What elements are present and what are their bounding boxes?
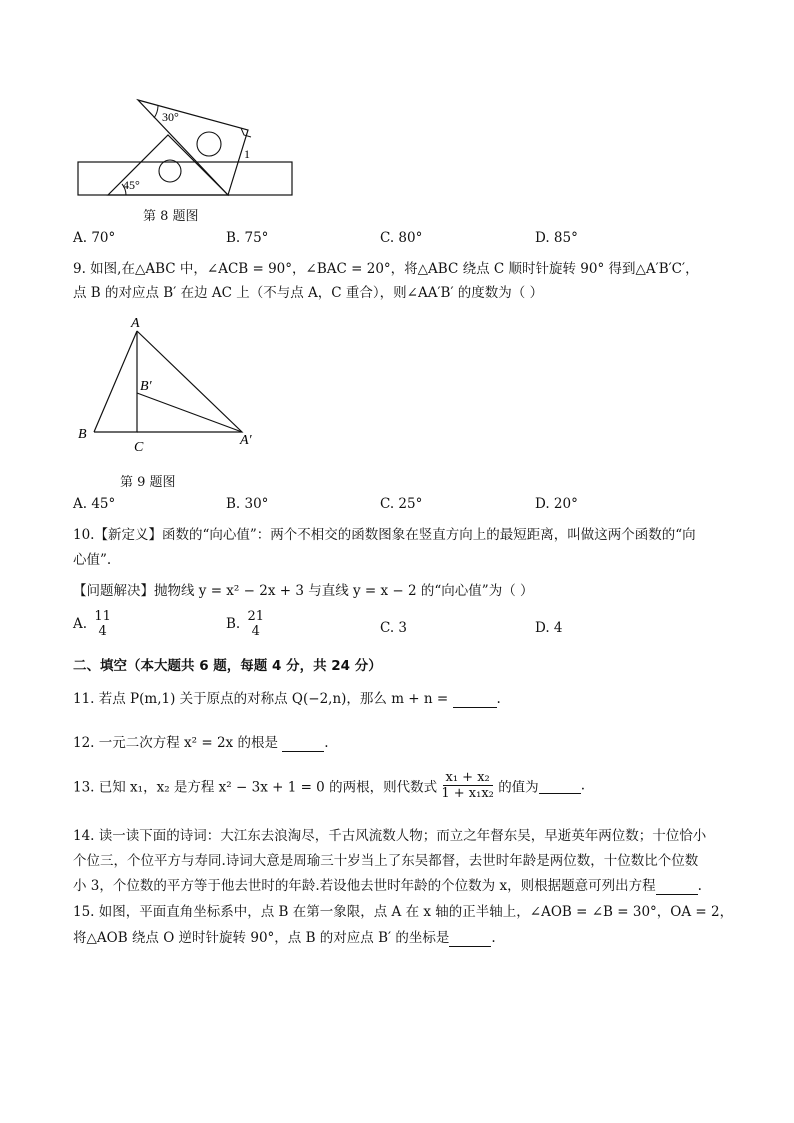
fig9-label-bp: B′ bbox=[140, 379, 152, 394]
q8-option-a: A. 70° bbox=[73, 230, 116, 246]
fig8-label-45: 45° bbox=[123, 178, 140, 192]
q15-answer-blank[interactable] bbox=[449, 930, 491, 947]
q14-line-3 bbox=[73, 874, 702, 895]
q13-text-after: 的值为 bbox=[498, 779, 539, 796]
fig9-segment-bp-ap bbox=[137, 393, 242, 432]
q10-line-1: 10.【新定义】函数的“向心值”：两个不相交的函数图象在竖直方向上的最短距离，叫做这两个函数的“向 bbox=[73, 527, 696, 543]
q14-period: . bbox=[697, 878, 702, 894]
fig8-label-1: 1 bbox=[244, 147, 250, 161]
q14-answer-blank[interactable] bbox=[656, 878, 698, 895]
fig9-label-b: B bbox=[78, 427, 87, 442]
q11-text: 11. 若点 P(m,1) 关于原点的对称点 Q(−2,n)，那么 m + n = bbox=[73, 691, 449, 707]
q13-denominator: 1 + x₁x₂ bbox=[441, 786, 494, 801]
section-2-heading: 二、填空（本大题共 6 题，每题 4 分，共 24 分） bbox=[73, 658, 382, 674]
fig9-label-ap: A′ bbox=[240, 433, 252, 448]
q13-fraction bbox=[441, 770, 494, 801]
q10-option-b-fraction bbox=[245, 609, 268, 639]
q11 bbox=[73, 687, 501, 708]
q9-option-d: D. 20° bbox=[535, 496, 578, 512]
q10-option-d: D. 4 bbox=[535, 620, 563, 636]
q15-line-2-text: 将△AOB 绕点 O 逆时针旋转 90°，点 B 的对应点 B′ 的坐标是 bbox=[73, 930, 450, 946]
q10-option-b-label: B. bbox=[226, 616, 241, 632]
q9-line-2: 点 B 的对应点 B′ 在边 AC 上（不与点 A，C 重合），则∠AA′B′ 的度数为（ ） bbox=[73, 285, 544, 301]
q8-option-d: D. 85° bbox=[535, 230, 578, 246]
fig8-circle-1 bbox=[197, 132, 221, 156]
q14-line-3-text: 小 3，个位数的平方等于他去世时的年龄.若设他去世时年龄的个位数为 x，则根据题意可列出方程 bbox=[73, 878, 656, 894]
figure-9 bbox=[70, 312, 270, 457]
fig9-triangle-abc bbox=[94, 331, 137, 432]
q12-answer-blank[interactable] bbox=[282, 735, 324, 752]
q10-line-2: 心值”. bbox=[73, 552, 112, 568]
q10-option-b-numerator: 21 bbox=[247, 609, 265, 624]
q9-line-1: 9. 如图,在△ABC 中，∠ACB = 90°，∠BAC = 20°，将△ABC 绕点 C 顺时针旋转 90° 得到△A′B′C′， bbox=[73, 261, 699, 277]
fig8-label-30: 30° bbox=[162, 110, 179, 124]
q8-option-c: C. 80° bbox=[380, 230, 423, 246]
q10-option-c: C. 3 bbox=[380, 620, 408, 636]
q12 bbox=[73, 731, 329, 752]
q9-option-b: B. 30° bbox=[226, 496, 269, 512]
q10-line-3: 【问题解决】抛物线 y = x² − 2x + 3 与直线 y = x − 2 的“向心值”为（ ） bbox=[73, 583, 534, 599]
fig9-label-a: A bbox=[131, 316, 140, 331]
q14-line-1: 14. 读一读下面的诗词：大江东去浪淘尽，千古风流数人物；而立之年督东吴，早逝英年两位数；十位恰小 bbox=[73, 828, 707, 844]
q15-line-1: 15. 如图，平面直角坐标系中，点 B 在第一象限，点 A 在 x 轴的正半轴上，∠AOB = ∠B = 30°，OA = 2， bbox=[73, 904, 734, 920]
q9-option-c: C. 25° bbox=[380, 496, 423, 512]
fig9-label-c: C bbox=[134, 440, 144, 455]
q10-option-b bbox=[226, 609, 267, 639]
q15-period: . bbox=[491, 930, 496, 946]
fig8-circle-2 bbox=[159, 160, 181, 182]
q14-line-2: 个位三，个位平方与寿同.诗词大意是周瑜三十岁当上了东吴都督，去世时年龄是两位数，十位数比个位数 bbox=[73, 853, 699, 869]
q13-answer-blank[interactable] bbox=[539, 777, 581, 794]
fig9-triangle-ap bbox=[137, 331, 242, 432]
q11-answer-blank[interactable] bbox=[453, 691, 497, 708]
q10-option-a bbox=[73, 609, 114, 639]
q11-period: . bbox=[496, 691, 501, 707]
q9-option-a: A. 45° bbox=[73, 496, 116, 512]
q10-option-a-fraction bbox=[91, 609, 114, 639]
q8-option-b: B. 75° bbox=[226, 230, 269, 246]
fig9-caption: 第 9 题图 bbox=[120, 475, 176, 490]
q12-period: . bbox=[324, 735, 329, 751]
q10-option-a-numerator: 11 bbox=[94, 609, 111, 624]
q13-text: 13. 已知 x₁，x₂ 是方程 x² − 3x + 1 = 0 的两根，则代数式 bbox=[73, 779, 438, 796]
q10-option-a-label: A. bbox=[73, 616, 88, 632]
q12-text: 12. 一元二次方程 x² = 2x 的根是 bbox=[73, 735, 278, 751]
q13 bbox=[73, 770, 585, 801]
figure-8 bbox=[70, 92, 310, 207]
fig8-angle-arc-30 bbox=[154, 106, 158, 118]
q10-option-a-denominator: 4 bbox=[98, 624, 107, 639]
fig8-ruler bbox=[78, 162, 292, 195]
q10-option-b-denominator: 4 bbox=[251, 624, 260, 639]
q15-line-2 bbox=[73, 926, 496, 947]
fig8-triangle-30 bbox=[138, 100, 248, 195]
q13-numerator: x₁ + x₂ bbox=[443, 770, 493, 786]
fig8-caption: 第 8 题图 bbox=[143, 209, 199, 224]
q13-period: . bbox=[580, 777, 585, 794]
